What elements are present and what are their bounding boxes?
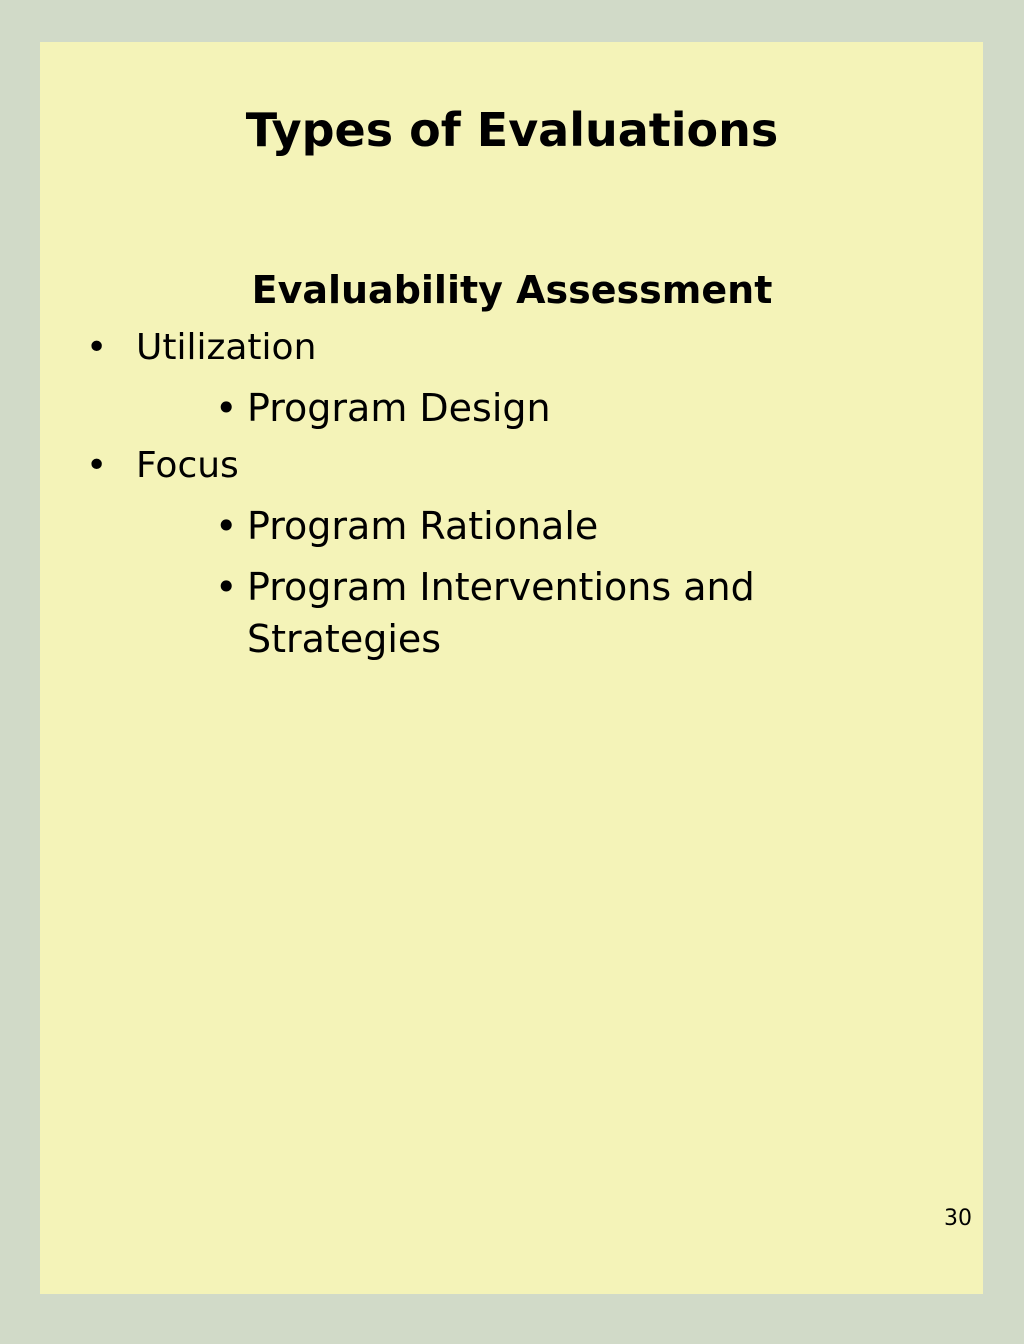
page-number: 30: [944, 1206, 972, 1231]
slide-subtitle: Evaluability Assessment: [251, 268, 773, 312]
list-item-label: Focus: [136, 445, 239, 486]
slide-panel: [40, 42, 983, 1294]
sublist-item-program-design: [215, 382, 775, 434]
bullet-icon: •: [215, 386, 238, 430]
bullet-icon: •: [86, 327, 108, 368]
sublist-item-program-interventions: [215, 561, 775, 665]
bullet-icon: •: [215, 565, 238, 609]
slide-title: Types of Evaluations: [245, 103, 779, 157]
sublist-item-label: Program Interventions and Strategies: [247, 565, 755, 661]
sublist-item-label: Program Design: [247, 386, 551, 430]
list-item-label: Utilization: [136, 327, 317, 368]
sublist-item-label: Program Rationale: [247, 504, 599, 548]
sublist-item-program-rationale: [215, 500, 775, 552]
bullet-icon: •: [215, 504, 238, 548]
bullet-icon: •: [86, 445, 108, 486]
